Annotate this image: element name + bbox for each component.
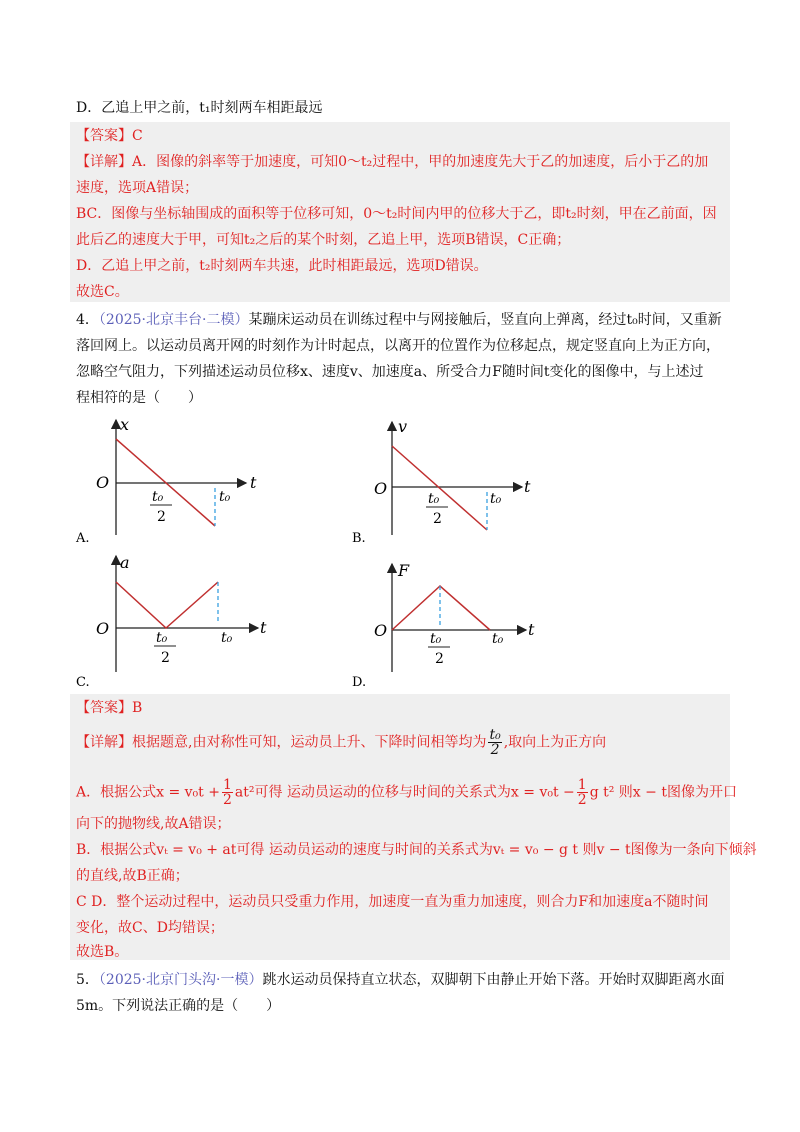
graph-c-origin: O [96, 619, 110, 638]
detail-a-line1 [76, 152, 708, 172]
graph-a-option: A. [76, 531, 90, 546]
graph-b [352, 417, 531, 546]
graph-b-t0: t₀ [490, 491, 502, 507]
graph-d [352, 561, 535, 690]
detail-text: A．图像的斜率等于加速度，可知0～t₂过程中，甲的加速度先大于乙的加速度，后小于乙的加 [132, 154, 709, 170]
graph-b-option: B. [352, 531, 366, 546]
graph-d-origin: O [374, 621, 388, 640]
detail-label: 【详解】 [76, 154, 132, 170]
graph-d-ylabel: F [398, 561, 410, 580]
formula-a-part2: at²可得 运动员运动的位移与时间的关系式为x = v₀t − [234, 784, 575, 801]
formula-a-part3: g t² 则x − t图像为开口 [589, 784, 737, 801]
graph-b-origin: O [374, 479, 388, 498]
graph-d-taxis: t [528, 620, 535, 639]
detail2-label: 【详解】 [76, 734, 132, 751]
question-4-line4: 程相符的是（ ） [76, 390, 202, 406]
question-4-line1 [76, 310, 722, 330]
graph-a-t0: t₀ [219, 489, 231, 505]
answer-line-1 [76, 126, 143, 146]
detail2-b-line1: B．根据公式vₜ = v₀ + at可得 运动员运动的速度与时间的关系式为vₜ = v₀ − g t 则v − t图像为一条向下倾斜 [76, 842, 757, 858]
graph-c-line [116, 582, 218, 628]
graph-c-ylabel: a [120, 553, 130, 572]
graph-c-taxis: t [260, 618, 267, 637]
detail2-text-a: 根据题意,由对称性可知，运动员上升、下降时间相等均为 [132, 734, 487, 751]
choose2-line: 故选B。 [76, 944, 129, 960]
question-number: 4． [76, 312, 99, 328]
graph-d-option: D. [352, 675, 367, 690]
answer-value: C [132, 128, 143, 144]
detail-d-line: D．乙追上甲之前，t₂时刻两车共速，此时相距最远，选项D错误。 [76, 258, 488, 274]
graph-c [76, 553, 267, 690]
graph-d-t0-half: t₀ [430, 631, 442, 647]
detail2-text-b: ,取向上为正方向 [503, 734, 607, 751]
graph-c-t0-half: t₀ [156, 630, 168, 646]
question-text: 某蹦床运动员在训练过程中与网接触后，竖直向上弹离，经过t₀时间，又重新 [248, 312, 722, 328]
half-fraction-2: $\frac{1}{2}$ [577, 777, 587, 808]
question-source: （2025·北京丰台·二模） [98, 312, 249, 328]
question5-source: （2025·北京门头沟·一模） [98, 972, 263, 988]
question-4-line2: 落回网上。以运动员离开网的时刻作为计时起点，以离开的位置作为位移起点，规定竖直向上为正方向， [76, 338, 720, 354]
answer-label: 【答案】 [76, 128, 132, 144]
detail2-line1 [76, 728, 606, 757]
graph-b-ylabel: v [398, 417, 408, 436]
detail2-b-line2: 的直线,故B正确； [76, 868, 189, 884]
graph-c-two: 2 [161, 650, 170, 666]
answer2-line [76, 698, 142, 718]
graph-a-origin: O [96, 473, 110, 492]
detail2-a-line1 [76, 778, 737, 807]
detail-a-line2: 速度，选项A错误； [76, 180, 199, 196]
graph-d-two: 2 [435, 651, 444, 667]
answer2-value: B [132, 700, 143, 716]
graph-d-t0: t₀ [492, 631, 504, 647]
question-5-line2: 5m。下列说法正确的是（ ） [76, 998, 281, 1014]
choose-line: 故选C。 [76, 284, 129, 300]
detail2-a-line2: 向下的抛物线,故A错误； [76, 816, 231, 832]
graph-b-taxis: t [524, 477, 531, 496]
graph-c-t0: t₀ [221, 630, 233, 646]
graph-b-two: 2 [433, 511, 442, 527]
t0-half-fraction: $\frac{\text{t₀}}{2}$ [489, 727, 501, 758]
graph-d-line [392, 586, 490, 630]
question-4-line3: 忽略空气阻力，下列描述运动员位移x、速度v、加速度a、所受合力F随时间t变化的图像中，与上述过 [76, 364, 704, 380]
detail2-cd-line2: 变化，故C、D均错误； [76, 920, 224, 936]
graph-b-t0-half: t₀ [428, 491, 440, 507]
detail2-cd-line1: C D．整个运动过程中，运动员只受重力作用，加速度一直为重力加速度，则合力F和加速度a不随时间 [76, 894, 709, 910]
graph-a-t0-half: t₀ [152, 489, 164, 505]
graphs-figure [0, 410, 800, 710]
question-5-line1 [76, 970, 724, 990]
answer2-label: 【答案】 [76, 700, 132, 716]
formula-a-part1: A．根据公式x = v₀t + [76, 784, 220, 801]
graph-a-ylabel: x [120, 415, 130, 434]
graph-a-taxis: t [250, 473, 257, 492]
graph-c-option: C. [76, 675, 90, 690]
half-fraction-1: $\frac{1}{2}$ [222, 777, 232, 808]
graph-a [75, 415, 257, 546]
detail-bc-line2: 此后乙的速度大于甲，可知t₂之后的某个时刻，乙追上甲，选项B错误，C正确； [76, 232, 571, 248]
question5-text: 跳水运动员保持直立状态，双脚朝下由静止开始下落。开始时双脚距离水面 [262, 972, 725, 988]
graph-a-two: 2 [157, 509, 166, 525]
question5-number: 5． [76, 972, 99, 988]
detail-bc-line1: BC．图像与坐标轴围成的面积等于位移可知，0～t₂时间内甲的位移大于乙，即t₂时刻，甲在乙前面，因 [76, 206, 717, 222]
option-d-prev: D．乙追上甲之前，t₁时刻两车相距最远 [76, 100, 323, 116]
